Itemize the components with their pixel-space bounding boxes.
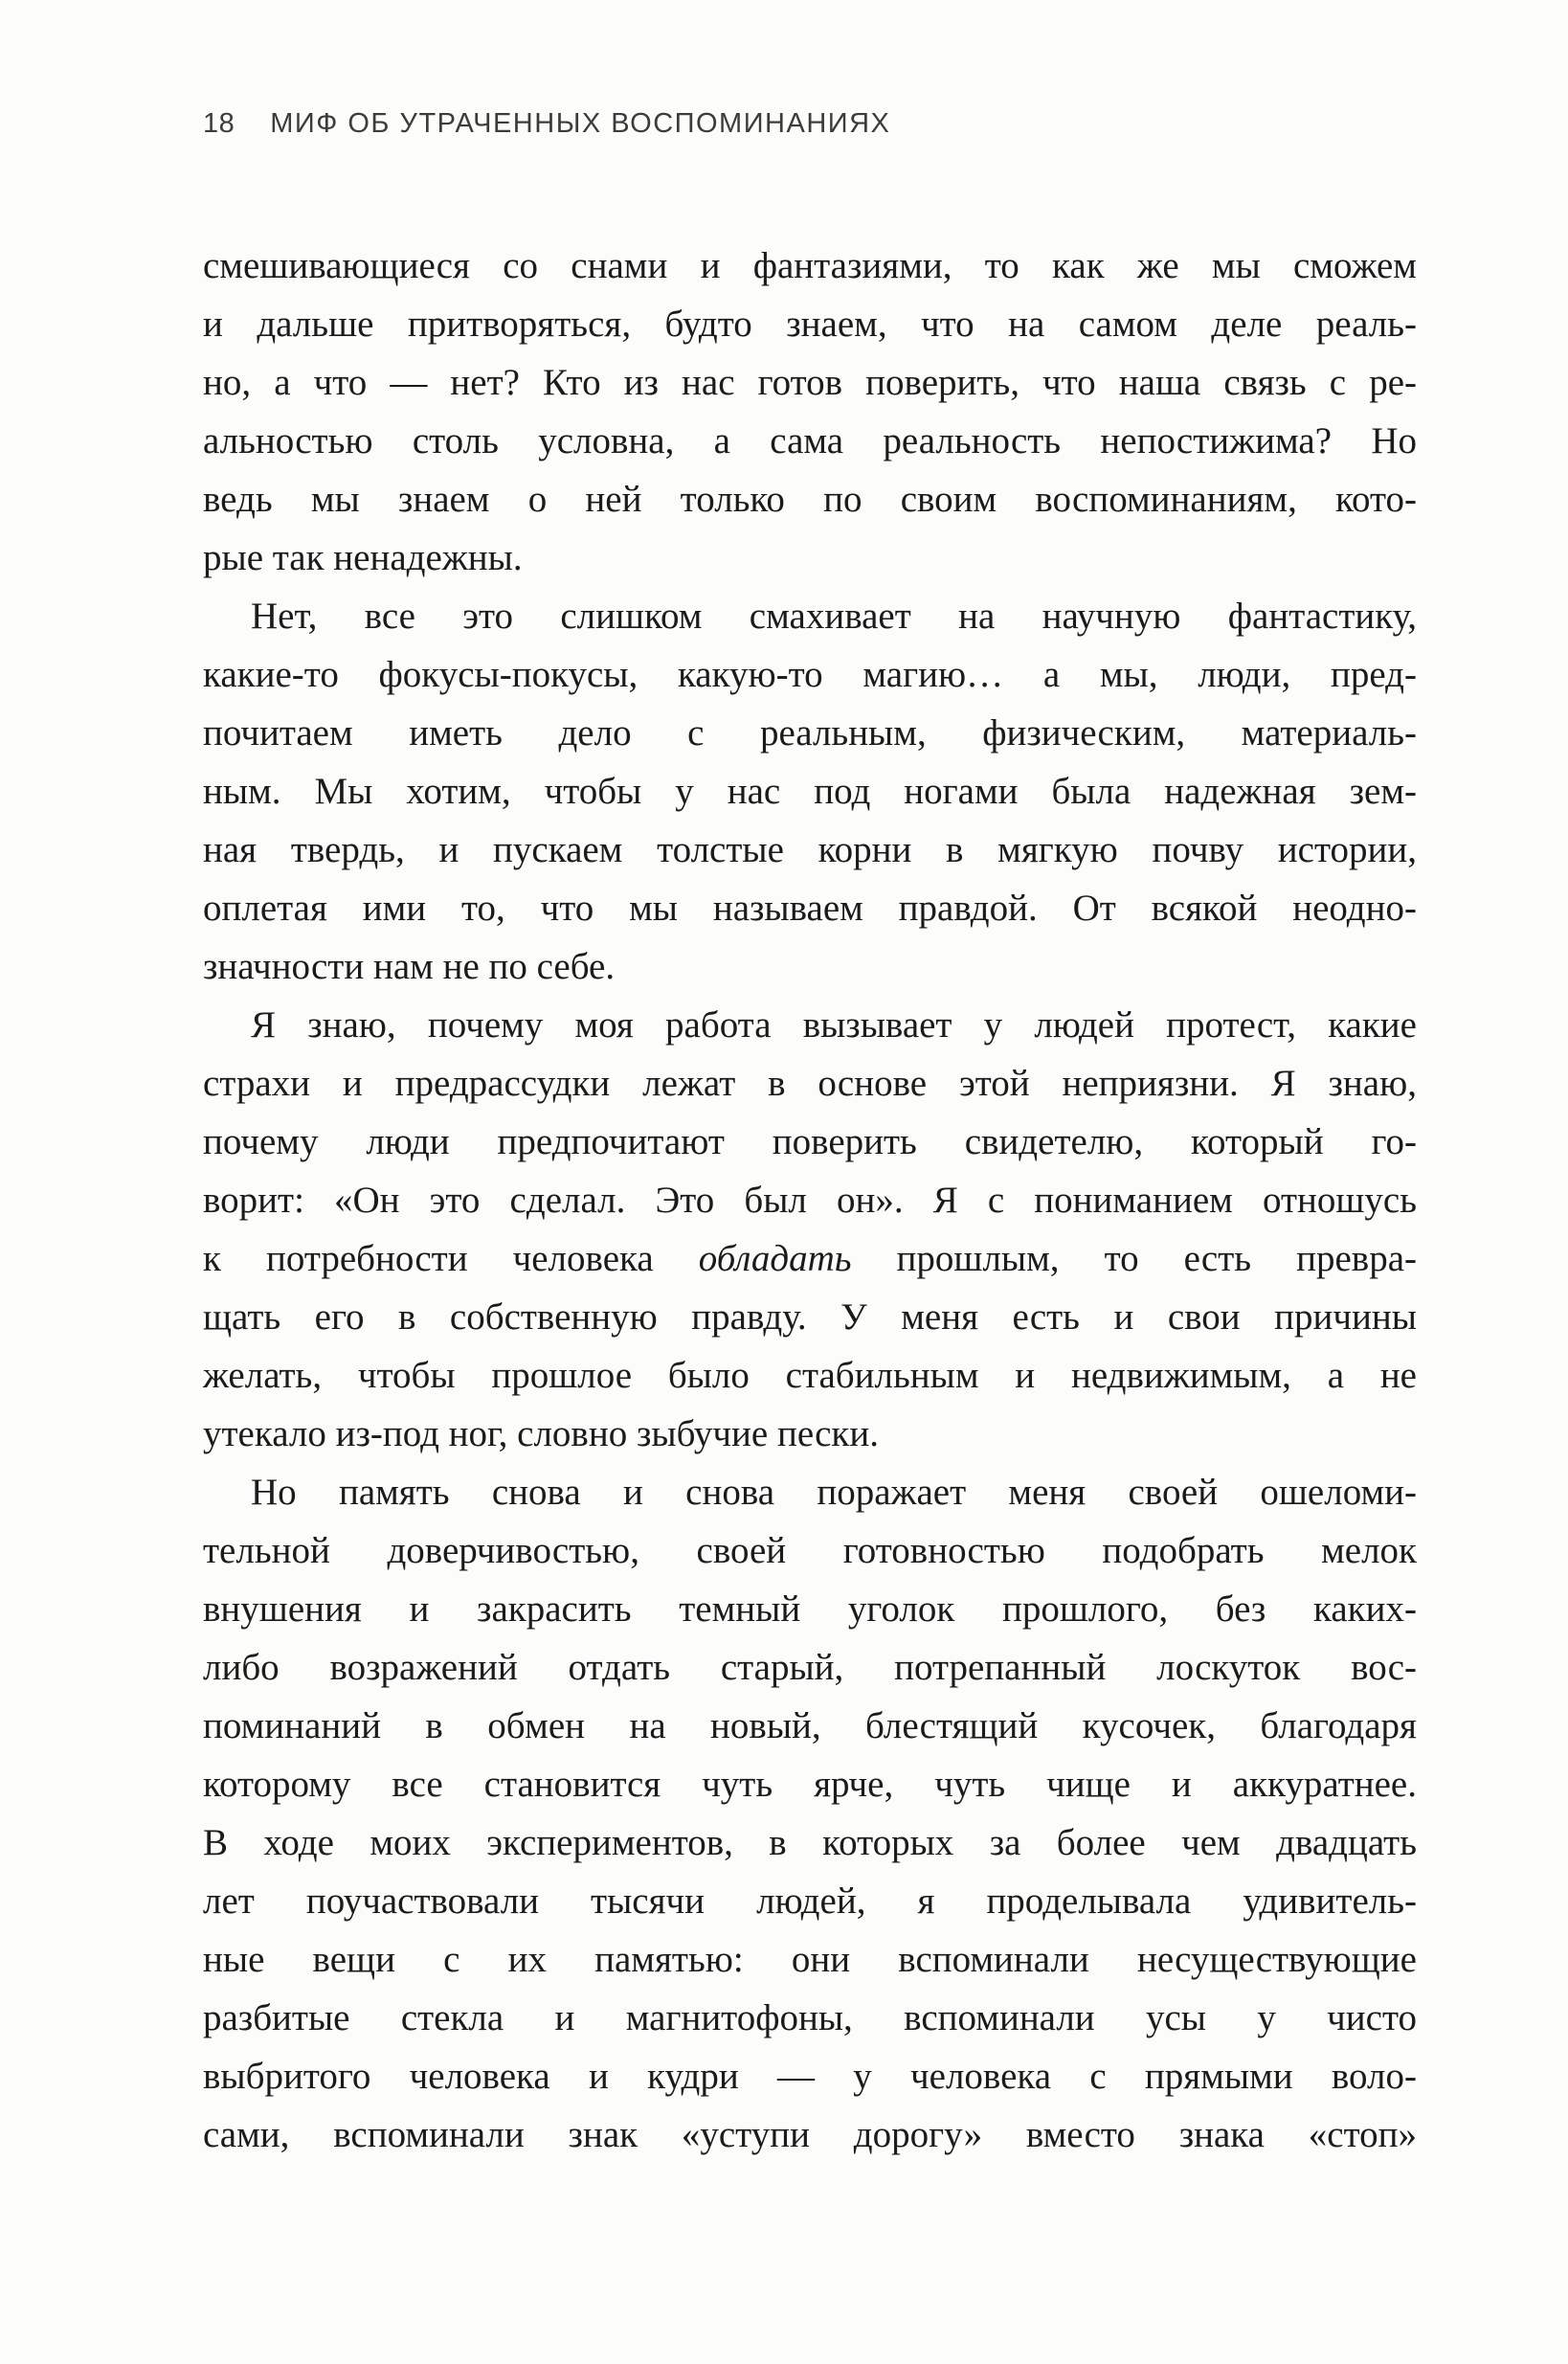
body-line (203, 1697, 1417, 1755)
body-line (203, 1346, 1417, 1405)
body-line (203, 2105, 1417, 2164)
body-line (203, 704, 1417, 762)
paragraph (203, 236, 1417, 587)
body-line (203, 996, 1417, 1054)
body-text: сами, вспоминали знак «уступи дорогу» вместо знака «стоп» (203, 2114, 1417, 2155)
body-line (203, 1463, 1417, 1521)
body-text: либо возражений отдать старый, потрепанный лоскуток вос- (203, 1647, 1417, 1688)
body-line (203, 1813, 1417, 1872)
body-text: и дальше притворяться, будто знаем, что на самом деле реаль- (203, 304, 1417, 345)
body-line (203, 2047, 1417, 2105)
italic-text: обладать (698, 1238, 852, 1279)
paragraph (203, 587, 1417, 996)
body-text: разбитые стекла и магнитофоны, вспоминали усы у чисто (203, 1997, 1417, 2038)
body-line (203, 1054, 1417, 1113)
body-line (203, 1229, 1417, 1288)
page-number: 18 (203, 108, 235, 139)
body-line (203, 645, 1417, 704)
body-line (203, 1989, 1417, 2047)
body-text: почему люди предпочитают поверить свидетелю, который го- (203, 1121, 1417, 1162)
body-text: В ходе моих экспериментов, в которых за более чем двадцать (203, 1822, 1417, 1863)
body-text: смешивающиеся со снами и фантазиями, то как же мы сможем (203, 245, 1417, 286)
body-line (203, 1113, 1417, 1171)
body-text: ные вещи с их памятью: они вспоминали несуществующие (203, 1939, 1417, 1980)
paragraph (203, 996, 1417, 1463)
body-line (203, 821, 1417, 879)
body-text: ведь мы знаем о ней только по своим воспоминаниям, кото- (203, 479, 1417, 520)
body-text: к потребности человека (203, 1238, 699, 1279)
body-line (203, 879, 1417, 937)
body-line (203, 762, 1417, 821)
body-line (203, 1171, 1417, 1229)
body-line (203, 1521, 1417, 1580)
body-text: выбритого человека и кудри — у человека с прямыми воло- (203, 2056, 1417, 2097)
body-text: щать его в собственную правду. У меня есть и свои причины (203, 1296, 1417, 1338)
body-text: какие-то фокусы-покусы, какую-то магию… а мы, люди, пред- (203, 654, 1417, 695)
body-text: ная твердь, и пускаем толстые корни в мягкую почву истории, (203, 829, 1417, 870)
body-line (203, 295, 1417, 353)
body-text: внушения и закрасить темный уголок прошлого, без каких- (203, 1588, 1417, 1630)
body-text: оплетая ими то, что мы называем правдой. От всякой неодно- (203, 888, 1417, 929)
body-text: прошлым, то есть превра- (851, 1238, 1418, 1279)
body-line (203, 587, 1417, 645)
body-line (203, 529, 1417, 587)
body-text: тельной доверчивостью, своей готовностью подобрать мелок (203, 1530, 1417, 1571)
body-text: поминаний в обмен на новый, блестящий кусочек, благодаря (203, 1705, 1417, 1746)
body-text: рые так ненадежны. (203, 537, 523, 578)
body-line (203, 1580, 1417, 1638)
body-text: которому все становится чуть ярче, чуть чище и аккуратнее. (203, 1764, 1417, 1805)
body-text: желать, чтобы прошлое было стабильным и недвижимым, а не (203, 1355, 1417, 1396)
body-text: Я знаю, почему моя работа вызывает у людей протест, какие (251, 1004, 1417, 1046)
body-line (203, 412, 1417, 470)
body-line (203, 353, 1417, 412)
body-text: почитаем иметь дело с реальным, физическим, материаль- (203, 712, 1417, 754)
body-line (203, 1755, 1417, 1813)
running-title: МИФ ОБ УТРАЧЕННЫХ ВОСПОМИНАНИЯХ (270, 108, 891, 139)
body-text: утекало из-под ног, словно зыбучие пески. (203, 1413, 879, 1454)
body-text: ным. Мы хотим, чтобы у нас под ногами была надежная зем- (203, 771, 1417, 812)
body-line (203, 1405, 1417, 1463)
body-text: но, а что — нет? Кто из нас готов поверить, что наша связь с ре- (203, 362, 1417, 403)
body-text: Но память снова и снова поражает меня своей ошеломи- (251, 1472, 1417, 1513)
body-text: значности нам не по себе. (203, 946, 616, 987)
paragraph (203, 1463, 1417, 2164)
body-line (203, 236, 1417, 295)
body-line (203, 1872, 1417, 1930)
page-body-text (203, 236, 1417, 2164)
body-line (203, 1288, 1417, 1346)
running-header (203, 108, 890, 140)
body-line (203, 1638, 1417, 1697)
body-line (203, 937, 1417, 996)
body-text: ворит: «Он это сделал. Это был он». Я с пониманием отношусь (203, 1180, 1417, 1221)
body-text: Нет, все это слишком смахивает на научную фантастику, (251, 596, 1417, 637)
body-line (203, 470, 1417, 529)
body-text: страхи и предрассудки лежат в основе этой неприязни. Я знаю, (203, 1063, 1417, 1104)
body-text: лет поучаствовали тысячи людей, я проделывала удивитель- (203, 1880, 1417, 1922)
body-text: альностью столь условна, а сама реальность непостижима? Но (203, 420, 1417, 462)
body-line (203, 1930, 1417, 1989)
